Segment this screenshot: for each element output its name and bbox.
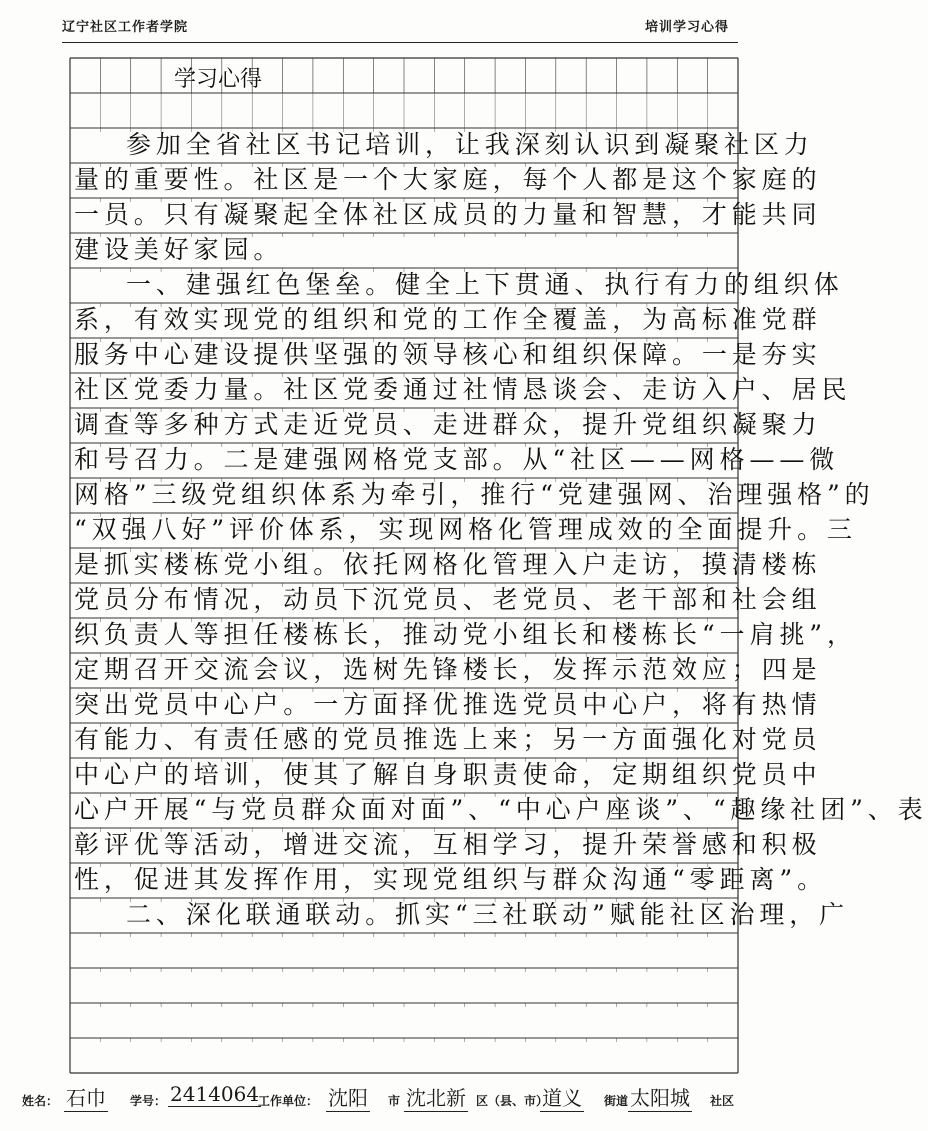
essay-title: 学习心得 [174, 67, 263, 92]
essay-line [70, 443, 840, 478]
student-id-value: 2414064 [170, 1082, 260, 1106]
street-suffix: 街道 [604, 1094, 629, 1108]
essay-line [70, 163, 822, 198]
essay-line [70, 758, 822, 793]
essay-line-text: 服务中心建设提供坚强的领导核心和组织保障。一是夯实 [74, 340, 822, 369]
essay-line-text: 党员分布情况，动员下沉党员、老党员、老干部和社会组 [74, 585, 822, 614]
essay-line-text: 社区党委力量。社区党委通过社情恳谈会、走访入户、居民 [74, 375, 852, 404]
essay-line-text: 彰评优等活动，增进交流，互相学习，提升荣誉感和积极 [74, 830, 822, 859]
essay-line [70, 583, 822, 618]
essay-line [70, 548, 822, 583]
essay-line-text: 定期召开交流会议，选树先锋楼长，发挥示范效应；四是 [74, 655, 822, 684]
work-unit-label: 工作单位： [258, 1094, 319, 1108]
essay-line-text: 一员。只有凝聚起全体社区成员的力量和智慧，才能共同 [74, 200, 822, 229]
essay-line-text: 建设美好家园。 [74, 235, 284, 264]
essay-line [70, 408, 822, 443]
essay-line [70, 513, 857, 548]
essay-line [70, 268, 844, 303]
essay-line-text: 有能力、有责任感的党员推选上来；另一方面强化对党员 [74, 725, 822, 754]
essay-line [70, 618, 857, 653]
community-suffix: 社区 [710, 1094, 735, 1108]
name-value: 石巾 [64, 1082, 108, 1112]
essay-line-text: 二、深化联通联动。抓实“三社联动”赋能社区治理，广 [126, 900, 850, 929]
essay-body [70, 58, 928, 1073]
writing-grid [70, 58, 928, 1073]
essay-line [70, 128, 814, 163]
community-value: 太阳城 [628, 1082, 692, 1112]
essay-line-text: 一、建强红色堡垒。健全上下贯通、执行有力的组织体 [126, 270, 844, 299]
essay-line-text: 量的重要性。社区是一个大家庭，每个人都是这个家庭的 [74, 165, 822, 194]
essay-line-text: 系，有效实现党的组织和党的工作全覆盖，为高标准党群 [74, 305, 822, 334]
essay-line-text: “双强八好”评价体系，实现网格化管理成效的全面提升。三 [74, 515, 857, 544]
essay-line [70, 793, 928, 828]
page-header [0, 0, 799, 40]
essay-line [70, 233, 738, 268]
city-suffix: 市 [388, 1094, 401, 1108]
street-value: 道义 [540, 1082, 584, 1112]
page-footer [0, 1078, 799, 1118]
essay-line-text: 织负责人等担任楼栋长，推动党小组长和楼栋长“一肩挑”， [74, 620, 857, 649]
essay-line [70, 653, 822, 688]
essay-line [70, 198, 822, 233]
essay-line-text: 是抓实楼栋党小组。依托网格化管理入户走访，摸清楼栋 [74, 550, 822, 579]
district-value: 沈北新 [404, 1082, 468, 1112]
essay-line [70, 478, 875, 513]
essay-line [70, 828, 822, 863]
essay-line [70, 303, 822, 338]
header-divider [62, 42, 738, 43]
student-id-label: 学号： [130, 1094, 167, 1108]
essay-line-text: 网格”三级党组织体系为牵引，推行“党建强网、治理强格”的 [74, 480, 875, 509]
essay-line-text: 性，促进其发挥作用，实现党组织与群众沟通“零距离”。 [74, 865, 827, 894]
document-type: 培训学习心得 [644, 20, 729, 35]
essay-line [70, 338, 822, 373]
name-label: 姓名： [22, 1094, 59, 1108]
essay-line [70, 863, 827, 898]
essay-line-text: 调查等多种方式走近党员、走进群众，提升党组织凝聚力 [74, 410, 822, 439]
essay-line [70, 373, 852, 408]
district-suffix: 区（县、市） [476, 1094, 549, 1108]
school-name: 辽宁社区工作者学院 [62, 20, 189, 35]
essay-line-text: 参加全省社区书记培训，让我深刻认识到凝聚社区力 [126, 130, 814, 159]
city-value: 沈阳 [326, 1082, 370, 1112]
essay-line-text: 心户开展“与党员群众面对面”、“中心户座谈”、“趣缘社团”、表 [74, 795, 928, 824]
essay-line [70, 898, 850, 933]
essay-line-text: 突出党员中心户。一方面择优推选党员中心户，将有热情 [74, 690, 822, 719]
essay-line-text: 和号召力。二是建强网格党支部。从“社区——网格——微 [74, 445, 840, 474]
essay-line [70, 688, 822, 723]
essay-line-text: 中心户的培训，使其了解自身职责使命，定期组织党员中 [74, 760, 822, 789]
essay-line [70, 723, 822, 758]
